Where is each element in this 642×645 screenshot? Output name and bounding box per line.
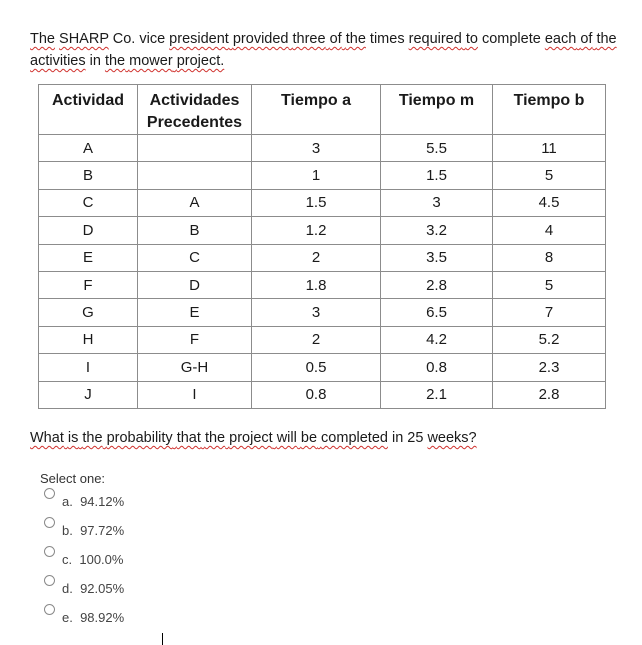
- table-row: [39, 354, 606, 381]
- table-row: [39, 299, 606, 326]
- intro-word: each: [544, 31, 577, 47]
- question-word: be: [300, 430, 318, 446]
- radio-button-icon[interactable]: [44, 575, 55, 586]
- cell-tiempo-a: 1.8: [252, 271, 381, 298]
- radio-button-icon[interactable]: [44, 546, 55, 557]
- cell-tiempo-m: 5.5: [381, 135, 493, 162]
- intro-word: the: [104, 53, 126, 69]
- intro-word: activities: [30, 53, 86, 69]
- cell-tiempo-m: 0.8: [381, 354, 493, 381]
- cell-precedentes: F: [138, 326, 252, 353]
- cell-tiempo-m: 3: [381, 189, 493, 216]
- option-a[interactable]: [44, 488, 124, 509]
- cell-tiempo-b: 7: [493, 299, 606, 326]
- table-header-row: [39, 85, 606, 135]
- intro-word: of: [329, 31, 342, 47]
- cell-precedentes: D: [138, 271, 252, 298]
- cell-tiempo-m: 2.1: [381, 381, 493, 408]
- cell-actividad: J: [39, 381, 138, 408]
- header-tiempo-b: Tiempo b: [493, 85, 606, 135]
- header-actividades-precedentes: Actividades Precedentes: [138, 85, 252, 135]
- cell-tiempo-a: 2: [252, 326, 381, 353]
- question-word: the: [82, 430, 103, 446]
- cell-precedentes: [138, 135, 252, 162]
- cell-tiempo-m: 2.8: [381, 271, 493, 298]
- option-value: 97.72%: [80, 523, 125, 538]
- question-word: probability: [106, 430, 173, 446]
- intro-word: The: [30, 31, 55, 47]
- cell-tiempo-b: 8: [493, 244, 606, 271]
- cell-tiempo-b: 4: [493, 217, 606, 244]
- cell-actividad: C: [39, 189, 138, 216]
- cell-tiempo-b: 11: [493, 135, 606, 162]
- question-word: the: [204, 430, 226, 446]
- cell-actividad: I: [39, 354, 138, 381]
- intro-word: required: [408, 31, 462, 47]
- text-cursor: [162, 633, 163, 645]
- cell-tiempo-a: 1.2: [252, 217, 381, 244]
- cell-tiempo-b: 5.2: [493, 326, 606, 353]
- radio-button-icon[interactable]: [44, 604, 55, 615]
- cell-precedentes: B: [138, 217, 252, 244]
- option-e[interactable]: [44, 604, 124, 625]
- question-word: in 25: [387, 430, 428, 446]
- cell-tiempo-m: 6.5: [381, 299, 493, 326]
- cell-precedentes: I: [138, 381, 252, 408]
- table-row: [39, 162, 606, 189]
- table-row: [39, 326, 606, 353]
- option-letter: a.: [62, 494, 73, 509]
- intro-word: the: [345, 31, 366, 47]
- intro-word: in: [85, 53, 105, 69]
- cell-tiempo-b: 2.8: [493, 381, 606, 408]
- cell-tiempo-b: 4.5: [493, 189, 606, 216]
- intro-word: project.: [176, 53, 225, 69]
- question-word: that: [176, 430, 201, 446]
- intro-word: SHARP: [59, 31, 109, 47]
- cell-tiempo-m: 3.2: [381, 217, 493, 244]
- cell-actividad: H: [39, 326, 138, 353]
- option-b[interactable]: [44, 517, 124, 538]
- cell-precedentes: G-H: [138, 354, 252, 381]
- radio-button-icon[interactable]: [44, 517, 55, 528]
- question-text: [30, 430, 477, 446]
- cell-tiempo-a: 3: [252, 299, 381, 326]
- table-row: [39, 381, 606, 408]
- table-row: [39, 189, 606, 216]
- cell-tiempo-a: 3: [252, 135, 381, 162]
- question-word: completed: [321, 430, 388, 446]
- option-letter: d.: [62, 581, 73, 596]
- question-word: will: [276, 430, 297, 446]
- cell-tiempo-a: 0.8: [252, 381, 381, 408]
- cell-precedentes: A: [138, 189, 252, 216]
- cell-precedentes: E: [138, 299, 252, 326]
- option-value: 92.05%: [80, 581, 125, 596]
- cell-actividad: A: [39, 135, 138, 162]
- cell-tiempo-m: 1.5: [381, 162, 493, 189]
- option-d[interactable]: [44, 575, 124, 596]
- option-c[interactable]: [44, 546, 123, 567]
- table-row: [39, 244, 606, 271]
- intro-word: president: [169, 31, 229, 47]
- cell-actividad: D: [39, 217, 138, 244]
- activities-table: [38, 84, 606, 409]
- cell-actividad: F: [39, 271, 138, 298]
- intro-word: provided: [232, 31, 289, 47]
- intro-word: times: [365, 31, 409, 47]
- cell-tiempo-a: 1.5: [252, 189, 381, 216]
- intro-word: complete: [477, 31, 545, 47]
- question-word: project: [229, 430, 273, 446]
- cell-tiempo-b: 2.3: [493, 354, 606, 381]
- cell-actividad: B: [39, 162, 138, 189]
- radio-button-icon[interactable]: [44, 488, 55, 499]
- cell-tiempo-m: 3.5: [381, 244, 493, 271]
- intro-paragraph: [30, 28, 620, 72]
- intro-word: the: [596, 31, 617, 47]
- option-value: 100.0%: [79, 552, 124, 567]
- intro-word: to: [465, 31, 478, 47]
- cell-actividad: E: [39, 244, 138, 271]
- option-value: 98.92%: [80, 610, 125, 625]
- option-letter: b.: [62, 523, 73, 538]
- option-value: 94.12%: [80, 494, 125, 509]
- header-actividad: Actividad: [39, 85, 138, 135]
- intro-word: Co. vice: [108, 31, 170, 47]
- cell-precedentes: C: [138, 244, 252, 271]
- cell-tiempo-a: 1: [252, 162, 381, 189]
- cell-actividad: G: [39, 299, 138, 326]
- option-letter: c.: [62, 552, 73, 567]
- header-tiempo-m: Tiempo m: [381, 85, 493, 135]
- cell-tiempo-m: 4.2: [381, 326, 493, 353]
- cell-tiempo-b: 5: [493, 162, 606, 189]
- header-tiempo-a: Tiempo a: [252, 85, 381, 135]
- table-row: [39, 135, 606, 162]
- intro-word: mower: [129, 53, 173, 69]
- cell-tiempo-b: 5: [493, 271, 606, 298]
- question-word: is: [67, 430, 79, 446]
- cell-tiempo-a: 2: [252, 244, 381, 271]
- table-row: [39, 217, 606, 244]
- cell-tiempo-a: 0.5: [252, 354, 381, 381]
- intro-word: of: [580, 31, 593, 47]
- intro-word: three: [292, 31, 326, 47]
- question-word: What: [30, 430, 64, 446]
- cell-precedentes: [138, 162, 252, 189]
- table-row: [39, 271, 606, 298]
- question-word: weeks?: [427, 430, 477, 446]
- select-one-label: Select one:: [40, 471, 106, 486]
- option-letter: e.: [62, 610, 73, 625]
